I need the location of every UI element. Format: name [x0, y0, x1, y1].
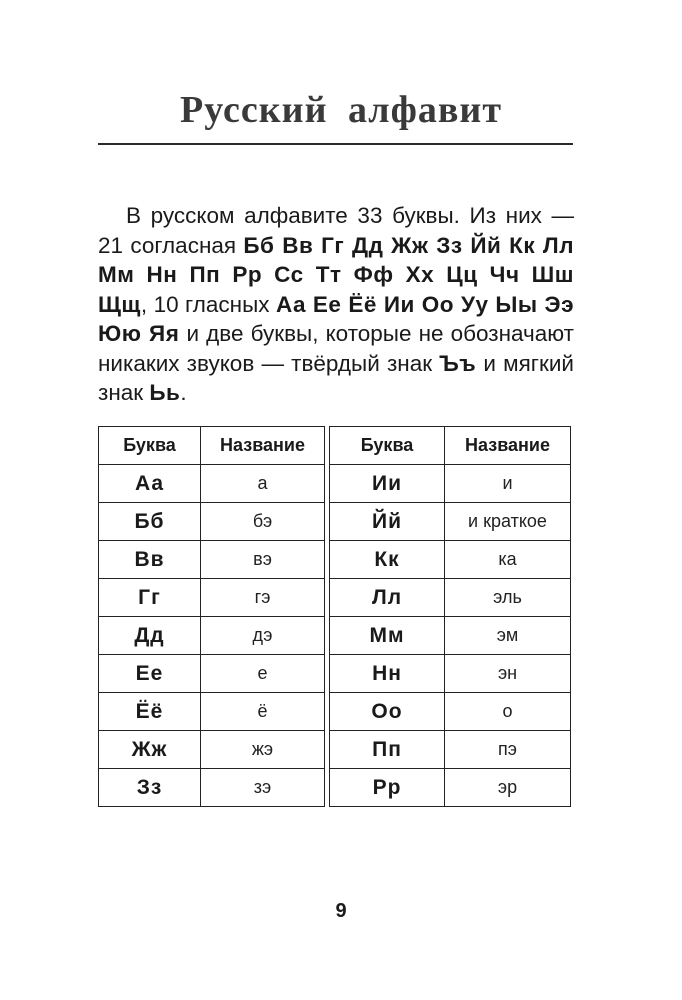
letter-name-cell: гэ [201, 579, 325, 617]
table-row [99, 503, 571, 541]
letter-name-cell: и краткое [445, 503, 571, 541]
header-letter-left: Буква [99, 427, 201, 465]
letter-name-cell: о [445, 693, 571, 731]
intro-text-4: и мягкий знак [98, 350, 574, 405]
page-title: Русский алфавит [180, 89, 502, 131]
letter-name-cell: а [201, 465, 325, 503]
soft-sign: Ьь [149, 380, 181, 405]
table-row [99, 655, 571, 693]
letter-name-cell: эн [445, 655, 571, 693]
header-name-right: Название [445, 427, 571, 465]
letter-cell: Рр [330, 769, 445, 807]
intro-text-3: и две буквы, которые не обозначают никаких звуков — твёрдый знак [98, 321, 574, 376]
letter-name-cell: бэ [201, 503, 325, 541]
table-row [99, 617, 571, 655]
letter-cell: Оо [330, 693, 445, 731]
table-row [99, 579, 571, 617]
letter-cell: Ее [99, 655, 201, 693]
table-row [99, 731, 571, 769]
letter-name-cell: ё [201, 693, 325, 731]
letter-cell: Жж [99, 731, 201, 769]
page-number: 9 [335, 900, 347, 922]
letter-cell: Лл [330, 579, 445, 617]
table-header-row [99, 427, 571, 465]
hard-sign: Ъъ [439, 350, 477, 376]
table-row [99, 465, 571, 503]
letter-name-cell: зэ [201, 769, 325, 807]
header-letter-right: Буква [330, 427, 445, 465]
intro-paragraph [98, 201, 574, 408]
letter-name-cell: жэ [201, 731, 325, 769]
letter-cell: Дд [99, 617, 201, 655]
letter-cell: Мм [330, 617, 445, 655]
letter-cell: Аа [99, 465, 201, 503]
letter-cell: Кк [330, 541, 445, 579]
table-row [99, 541, 571, 579]
intro-text-1: В русском алфавите 33 буквы. Из них — 21 согласная [98, 203, 574, 258]
consonants-list: Бб Вв Гг Дд Жж Зз Йй Кк Лл Мм Нн Пп Рр Сс Тт Фф Хх Цц Чч Шш Щщ [98, 232, 574, 317]
letter-cell: Ии [330, 465, 445, 503]
letter-cell: Йй [330, 503, 445, 541]
letter-name-cell: и [445, 465, 571, 503]
letter-cell: Вв [99, 541, 201, 579]
letter-name-cell: ка [445, 541, 571, 579]
letter-name-cell: эль [445, 579, 571, 617]
letter-cell: Зз [99, 769, 201, 807]
letter-cell: Гг [99, 579, 201, 617]
intro-text-5: . [180, 380, 187, 405]
alphabet-table [98, 426, 571, 807]
letter-name-cell: эр [445, 769, 571, 807]
header-name-left: Название [201, 427, 325, 465]
intro-text-2: , 10 гласных [140, 291, 276, 317]
table-row [99, 693, 571, 731]
letter-cell: Ёё [99, 693, 201, 731]
letter-name-cell: пэ [445, 731, 571, 769]
letter-name-cell: дэ [201, 617, 325, 655]
letter-name-cell: е [201, 655, 325, 693]
letter-name-cell: эм [445, 617, 571, 655]
letter-cell: Пп [330, 731, 445, 769]
vowels-list: Аа Ее Ёё Ии Оо Уу Ыы Ээ Юю Яя [98, 291, 574, 346]
letter-name-cell: вэ [201, 541, 325, 579]
table-row [99, 769, 571, 807]
letter-cell: Бб [99, 503, 201, 541]
title-underline [98, 143, 573, 145]
letter-cell: Нн [330, 655, 445, 693]
